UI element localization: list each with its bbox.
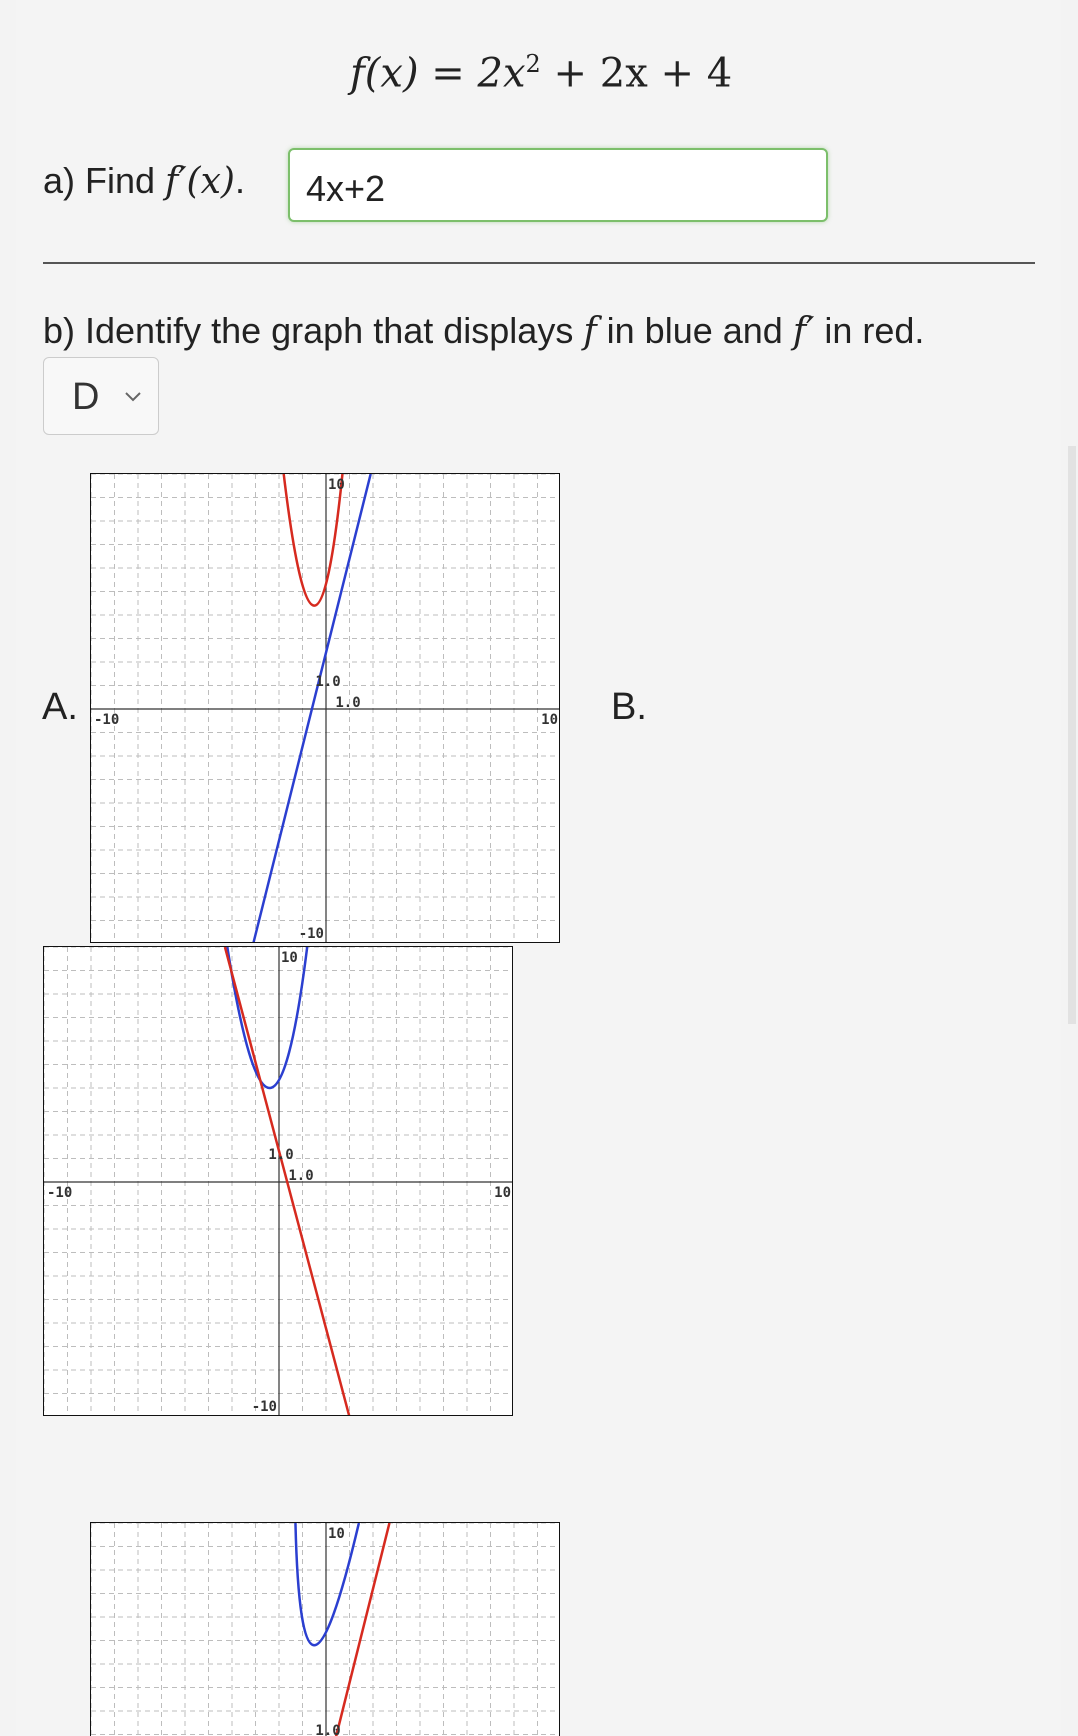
graph-option-c[interactable]: [90, 1522, 560, 1736]
x-max-tick-label: 10: [494, 1185, 511, 1201]
option-a-label: A.: [42, 686, 78, 728]
plot-area: [91, 474, 560, 943]
y-min-tick-label: -10: [251, 1399, 277, 1415]
scrollbar[interactable]: [1068, 446, 1076, 1024]
selected-value: D: [72, 376, 100, 418]
x-unit-tick-label: 1.0: [268, 1147, 294, 1163]
x-unit-tick-label: 1.0: [315, 674, 341, 690]
plot-area: [44, 947, 513, 1416]
function-definition: $f(x) = 2x^2 + 2x + 4$: [350, 50, 733, 97]
blue-curve: [227, 947, 307, 1088]
y-max-tick-label: 10: [328, 477, 345, 493]
y-unit-tick-label: 1.0: [288, 1168, 314, 1184]
x-min-tick-label: -10: [94, 712, 120, 728]
divider: [43, 262, 1035, 264]
y-max-tick-label: 10: [281, 950, 298, 966]
derivative-answer-input[interactable]: 4x+2: [288, 148, 828, 222]
part-b-label: b) Identify the graph that displays f in blue and f′ in red.: [43, 310, 925, 352]
option-b-label: B.: [611, 686, 647, 728]
x-unit-tick-label: 1.0: [315, 1723, 341, 1736]
x-max-tick-label: 10: [541, 712, 558, 728]
graph-option-a[interactable]: [90, 473, 560, 943]
graph-option-b[interactable]: [43, 946, 513, 1416]
part-a-label: a) Find f′(x).: [43, 160, 245, 202]
plot-area: [91, 1523, 560, 1736]
y-min-tick-label: -10: [298, 926, 324, 942]
y-unit-tick-label: 1.0: [335, 695, 361, 711]
y-max-tick-label: 10: [328, 1526, 345, 1542]
red-curve: [331, 1523, 390, 1736]
graph-choice-select[interactable]: [43, 357, 159, 435]
red-curve: [284, 474, 343, 606]
x-min-tick-label: -10: [47, 1185, 73, 1201]
chevron-down-icon: [123, 386, 143, 406]
